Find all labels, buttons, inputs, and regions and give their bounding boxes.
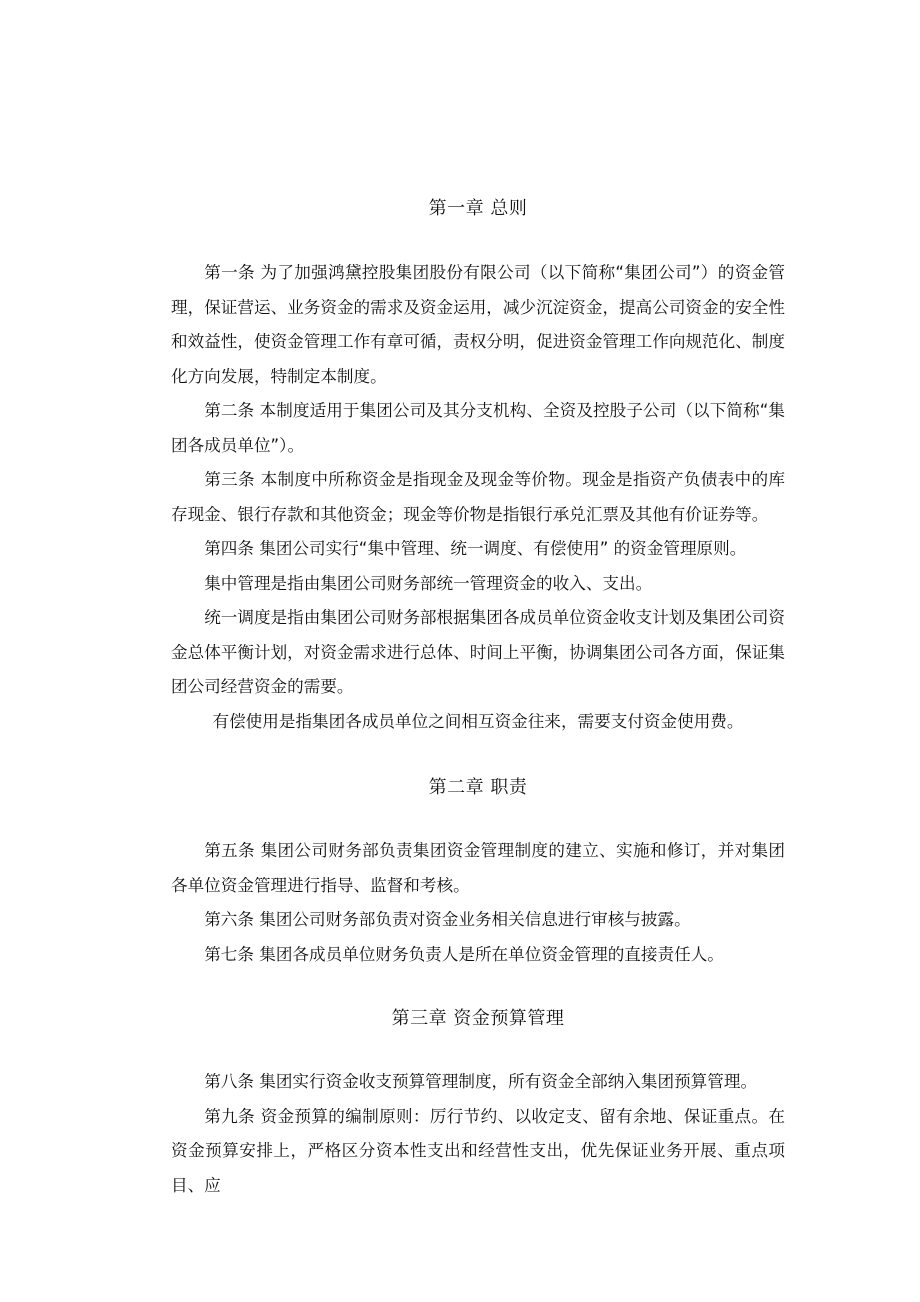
article-9: 第九条 资金预算的编制原则：厉行节约、以收定支、留有余地、保证重点。在资金预算安排上，严格区分资本性支出和经营性支出，优先保证业务开展、重点项目、应 — [171, 1106, 785, 1195]
article-8: 第八条 集团实行资金收支预算管理制度，所有资金全部纳入集团预算管理。 — [204, 1072, 758, 1091]
article-7: 第七条 集团各成员单位财务负责人是所在单位资金管理的直接责任人。 — [204, 944, 724, 964]
article-4-paid-use: 有偿使用是指集团各成员单位之间相互资金往来，需要支付资金使用费。 — [212, 711, 744, 731]
article-4-centralized: 集中管理是指由集团公司财务部统一管理资金的收入、支出。 — [204, 573, 653, 593]
document-body — [171, 190, 785, 1203]
article-6: 第六条 集团公司财务部负责对资金业务相关信息进行审核与披露。 — [204, 910, 691, 929]
article-4: 第四条 集团公司实行“集中管理、统一调度、有偿使用” 的资金管理原则。 — [204, 539, 747, 558]
article-4-unified: 统一调度是指由集团公司财务部根据集团各成员单位资金收支计划及集团公司资金总体平衡计划，对资金需求进行总体、时间上平衡，协调集团公司各方面，保证集团公司经营资金的需要。 — [171, 608, 785, 696]
chapter-2-title: 第二章 职责 — [428, 777, 528, 798]
chapter-1-title: 第一章 总则 — [428, 198, 528, 219]
article-2: 第二条 本制度适用于集团公司及其分支机构、全资及控股子公司（以下简称“集团各成员单位”）。 — [171, 401, 785, 455]
article-1: 第一条 为了加强鸿黛控股集团股份有限公司（以下简称“集团公司”）的资金管理，保证营运、业务资金的需求及资金运用，减少沉淀资金，提高公司资金的安全性和效益性，使资金管理工作有章可循，责权分明，促进资金管理工作向规范化、制度化方向发展，特制定本制度。 — [171, 263, 785, 386]
article-3: 第三条 本制度中所称资金是指现金及现金等价物。现金是指资产负债表中的库存现金、银行存款和其他资金；现金等价物是指银行承兑汇票及其他有价证券等。 — [171, 470, 785, 524]
article-5: 第五条 集团公司财务部负责集团资金管理制度的建立、实施和修订，并对集团各单位资金管理进行指导、监督和考核。 — [171, 841, 785, 895]
chapter-3-title: 第三章 资金预算管理 — [391, 1008, 565, 1029]
